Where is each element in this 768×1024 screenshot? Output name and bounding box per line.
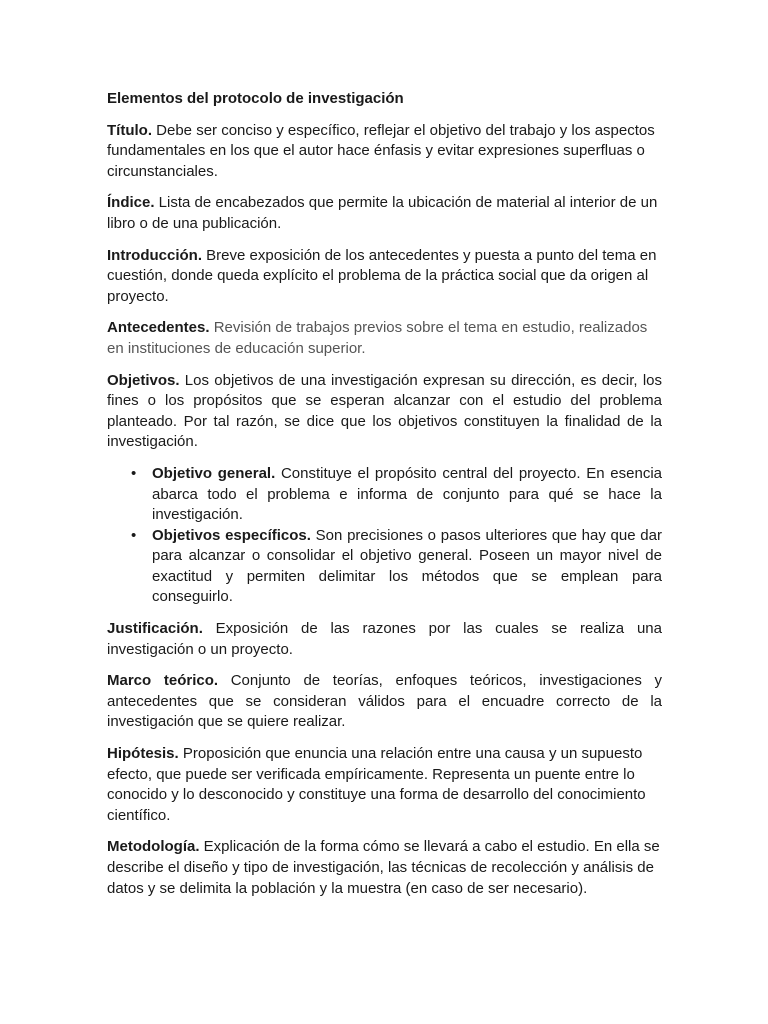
section-text: Conjunto de teorías, enfoques teóricos, investigaciones y antecedentes que se consideran válidos para el encuadre correcto de la investigación que se quiere realizar. — [107, 672, 662, 731]
section-marco-teorico — [107, 671, 662, 733]
section-introduccion — [107, 246, 662, 308]
section-text: Debe ser conciso y específico, reflejar el objetivo del trabajo y los aspectos fundamentales en los que el autor hace énfasis y evitar expresiones superfluas o circunstanciales. — [107, 121, 655, 180]
section-metodologia — [107, 837, 662, 899]
section-text: Revisión de trabajos previos sobre el tema en estudio, realizados en instituciones de educación superior. — [107, 319, 648, 357]
bullet-text: Son precisiones o pasos ulteriores que hay que dar para alcanzar o consolidar el objetivo general. Poseen un mayor nivel de exactitud y permiten delimitar los métodos que se emplean para conseguirlo. — [152, 526, 662, 606]
section-indice — [107, 193, 662, 234]
section-text: Explicación de la forma cómo se llevará a cabo el estudio. En ella se describe el diseño y tipo de investigación, las técnicas de recolección y análisis de datos y se delimita la población y la muestra (en caso de ser necesario). — [107, 838, 660, 897]
list-item — [107, 464, 662, 526]
objectives-list — [107, 464, 662, 608]
section-antecedentes — [107, 318, 662, 359]
document-title: Elementos del protocolo de investigación — [107, 90, 404, 107]
section-term: Metodología. — [107, 838, 200, 856]
section-term: Marco teórico. — [107, 672, 219, 690]
section-text: Los objetivos de una investigación expresan su dirección, es decir, los fines o los propósitos que se esperan alcanzar con el estudio del problema planteado. Por tal razón, se dice que los objetivos constituyen la finalidad de la investigación. — [107, 371, 662, 451]
bullet-term: Objetivos específicos. — [152, 526, 311, 544]
section-text: Exposición de las razones por las cuales se realiza una investigación o un proyecto. — [107, 620, 662, 658]
section-text: Breve exposición de los antecedentes y puesta a punto del tema en cuestión, donde queda explícito el problema de la práctica social que da origen al proyecto. — [107, 246, 657, 305]
section-justificacion — [107, 619, 662, 660]
section-text: Proposición que enuncia una relación entre una causa y un supuesto efecto, que puede ser verificada empíricamente. Representa un puente entre lo conocido y lo desconocido y constituye una forma de desarrollo del conocimiento científico. — [107, 745, 646, 824]
section-term: Antecedentes. — [107, 319, 210, 337]
bullet-icon: • — [131, 526, 137, 544]
section-term: Índice. — [107, 194, 155, 212]
section-term: Justificación. — [107, 620, 203, 638]
section-hipotesis — [107, 744, 662, 826]
section-term: Introducción. — [107, 246, 202, 264]
list-item — [107, 526, 662, 608]
section-text: Lista de encabezados que permite la ubicación de material al interior de un libro o de una publicación. — [107, 194, 658, 232]
section-titulo — [107, 121, 662, 183]
section-term: Objetivos. — [107, 371, 180, 389]
section-term: Hipótesis. — [107, 745, 179, 763]
bullet-term: Objetivo general. — [152, 464, 276, 482]
bullet-icon: • — [131, 464, 137, 482]
bullet-text: Constituye el propósito central del proyecto. En esencia abarca todo el problema e informa de conjunto para qué se hace la investigación. — [152, 464, 662, 524]
section-term: Título. — [107, 121, 152, 139]
section-objetivos — [107, 371, 662, 453]
document-page — [107, 89, 662, 910]
